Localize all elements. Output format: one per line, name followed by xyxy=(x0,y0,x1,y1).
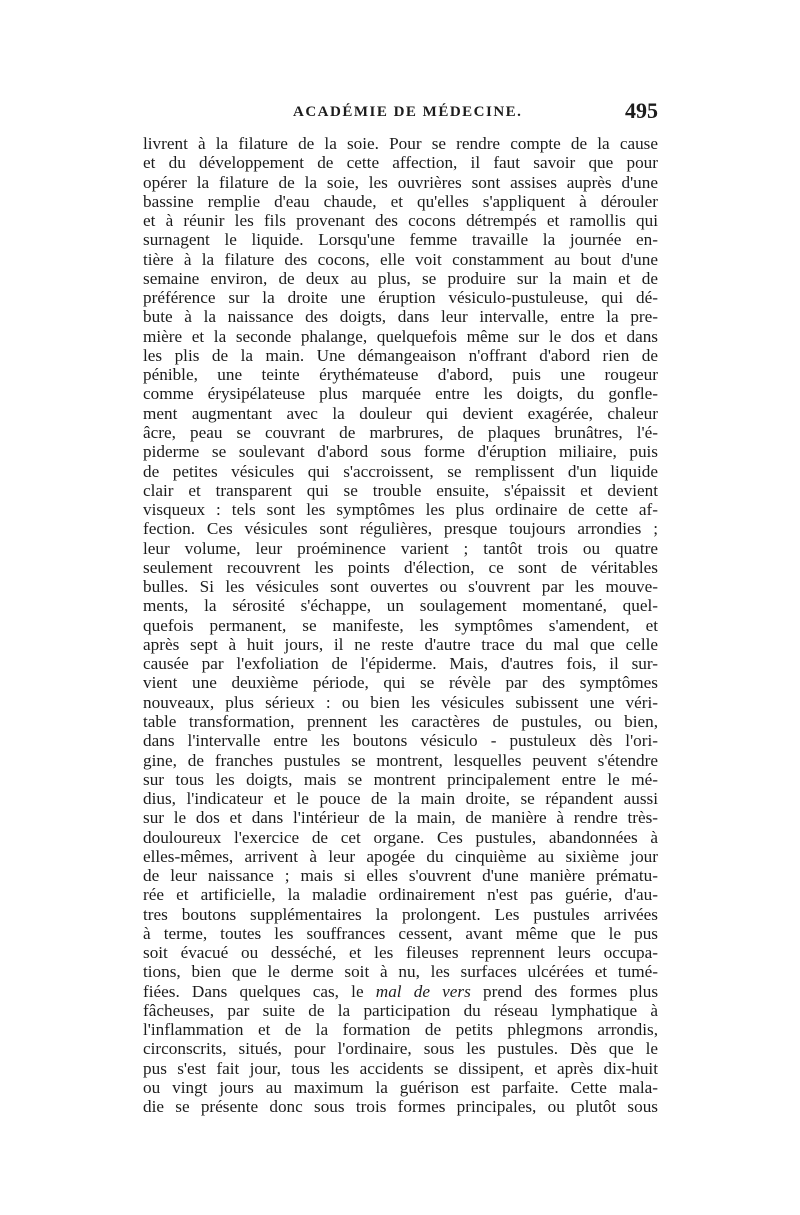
text-line: préférence sur la droite une éruption vésiculo-pustuleuse, qui dé- xyxy=(143,288,658,308)
text-line: vient une deuxième période, qui se révèle par des symptômes xyxy=(143,673,658,693)
text-line: die se présente donc sous trois formes principales, ou plutôt sous xyxy=(143,1097,658,1117)
page-number: 495 xyxy=(625,98,658,123)
text-line: opérer la filature de la soie, les ouvrières sont assises auprès d'une xyxy=(143,172,658,192)
text-line: dans l'intervalle entre les boutons vésiculo - pustuleux dès l'ori- xyxy=(143,731,658,751)
text-line: sur tous les doigts, mais se montrent principalement entre le mé- xyxy=(143,769,658,789)
text-line: quefois permanent, se manifeste, les symptômes s'amendent, et xyxy=(143,615,658,635)
text-line: dius, l'indicateur et le pouce de la main droite, se répandent aussi xyxy=(143,789,658,809)
text-line: gine, de franches pustules se montrent, lesquelles peuvent s'étendre xyxy=(143,750,658,770)
text-line: âcre, peau se couvrant de marbrures, de plaques brunâtres, l'é- xyxy=(143,422,658,442)
text-line: elles-mêmes, arrivent à leur apogée du cinquième au sixième jour xyxy=(143,846,658,866)
text-line: table transformation, prennent les caractères de pustules, ou bien, xyxy=(143,711,658,731)
text-line: tres boutons supplémentaires la prolongent. Les pustules arrivées xyxy=(143,904,658,924)
text-segment: prend des formes plus xyxy=(483,981,659,1001)
text-line: tions, bien que le derme soit à nu, les surfaces ulcérées et tumé- xyxy=(143,962,658,982)
text-line: ments, la sérosité s'échappe, un soulagement momentané, quel- xyxy=(143,596,658,616)
text-line: causée par l'exfoliation de l'épiderme. Mais, d'autres fois, il sur- xyxy=(143,654,658,674)
text-line: pénible, une teinte érythémateuse d'abord, puis une rougeur xyxy=(143,365,658,385)
text-line: bulles. Si les vésicules sont ouvertes ou s'ouvrent par les mouve- xyxy=(143,577,658,597)
text-line: visqueux : tels sont les symptômes les plus ordinaire de cette af- xyxy=(143,500,658,520)
text-line: livrent à la filature de la soie. Pour se rendre compte de la cause xyxy=(143,134,658,153)
text-line: surnagent le liquide. Lorsqu'une femme travaille la journée en- xyxy=(143,230,658,250)
text-line: clair et transparent qui se trouble ensuite, s'épaissit et devient xyxy=(143,480,658,500)
text-segment: fiées. Dans quelques cas, le xyxy=(143,981,364,1001)
text-line: seulement recouvrent les points d'élection, ce sont de véritables xyxy=(143,557,658,577)
text-line: mière et la seconde phalange, quelquefois même sur le dos et dans xyxy=(143,326,658,346)
text-line: leur volume, leur proéminence varient ; tantôt trois ou quatre xyxy=(143,538,658,558)
body-text xyxy=(143,134,658,1117)
text-line: comme érysipélateuse plus marquée entre les doigts, du gonfle- xyxy=(143,384,658,404)
text-line: de leur naissance ; mais si elles s'ouvrent d'une manière prématu- xyxy=(143,866,658,886)
text-line: soit évacué ou desséché, et les fileuses reprennent leurs occupa- xyxy=(143,943,658,963)
text-line: bassine remplie d'eau chaude, et qu'elles s'appliquent à dérouler xyxy=(143,191,658,211)
text-line: et du développement de cette affection, il faut savoir que pour xyxy=(143,153,658,173)
text-line: tière à la filature des cocons, elle voit constamment au bout d'une xyxy=(143,249,658,269)
text-line: ment augmentant avec la douleur qui devient exagérée, chaleur xyxy=(143,403,658,423)
text-line: à terme, toutes les souffrances cessent, avant même que le pus xyxy=(143,923,658,943)
text-line: pus s'est fait jour, tous les accidents se dissipent, et après dix-huit xyxy=(143,1058,658,1078)
text-line-with-italic xyxy=(143,982,658,1001)
text-line: et à réunir les fils provenant des cocons détrempés et ramollis qui xyxy=(143,211,658,231)
text-line: bute à la naissance des doigts, dans leur intervalle, entre la pre- xyxy=(143,307,658,327)
running-title: ACADÉMIE DE MÉDECINE. xyxy=(293,104,523,120)
text-line: après sept à huit jours, il ne reste d'autre trace du mal que celle xyxy=(143,634,658,654)
text-line: l'inflammation et de la formation de petits phlegmons arrondis, xyxy=(143,1020,658,1040)
text-line: fâcheuses, par suite de la participation du réseau lymphatique à xyxy=(143,1000,658,1020)
book-page xyxy=(143,98,658,1117)
text-line: de petites vésicules qui s'accroissent, se remplissent d'un liquide xyxy=(143,461,658,481)
text-line: les plis de la main. Une démangeaison n'offrant d'abord rien de xyxy=(143,345,658,365)
running-head xyxy=(143,98,658,130)
italic-term: mal de vers xyxy=(375,981,471,1001)
text-line: nouveaux, plus sérieux : ou bien les vésicules subissent une véri- xyxy=(143,692,658,712)
text-line: douloureux l'exercice de cet organe. Ces pustules, abandonnées à xyxy=(143,827,658,847)
text-line: fection. Ces vésicules sont régulières, presque toujours arrondies ; xyxy=(143,519,658,539)
text-line: semaine environ, de deux au plus, se produire sur la main et de xyxy=(143,268,658,288)
text-line: ou vingt jours au maximum la guérison est parfaite. Cette mala- xyxy=(143,1078,658,1098)
text-line: rée et artificielle, la maladie ordinairement n'est pas guérie, d'au- xyxy=(143,885,658,905)
text-line: sur le dos et dans l'intérieur de la main, de manière à rendre très- xyxy=(143,808,658,828)
text-line: piderme se soulevant d'abord sous forme d'éruption miliaire, puis xyxy=(143,442,658,462)
text-line: circonscrits, situés, pour l'ordinaire, sous les pustules. Dès que le xyxy=(143,1039,658,1059)
